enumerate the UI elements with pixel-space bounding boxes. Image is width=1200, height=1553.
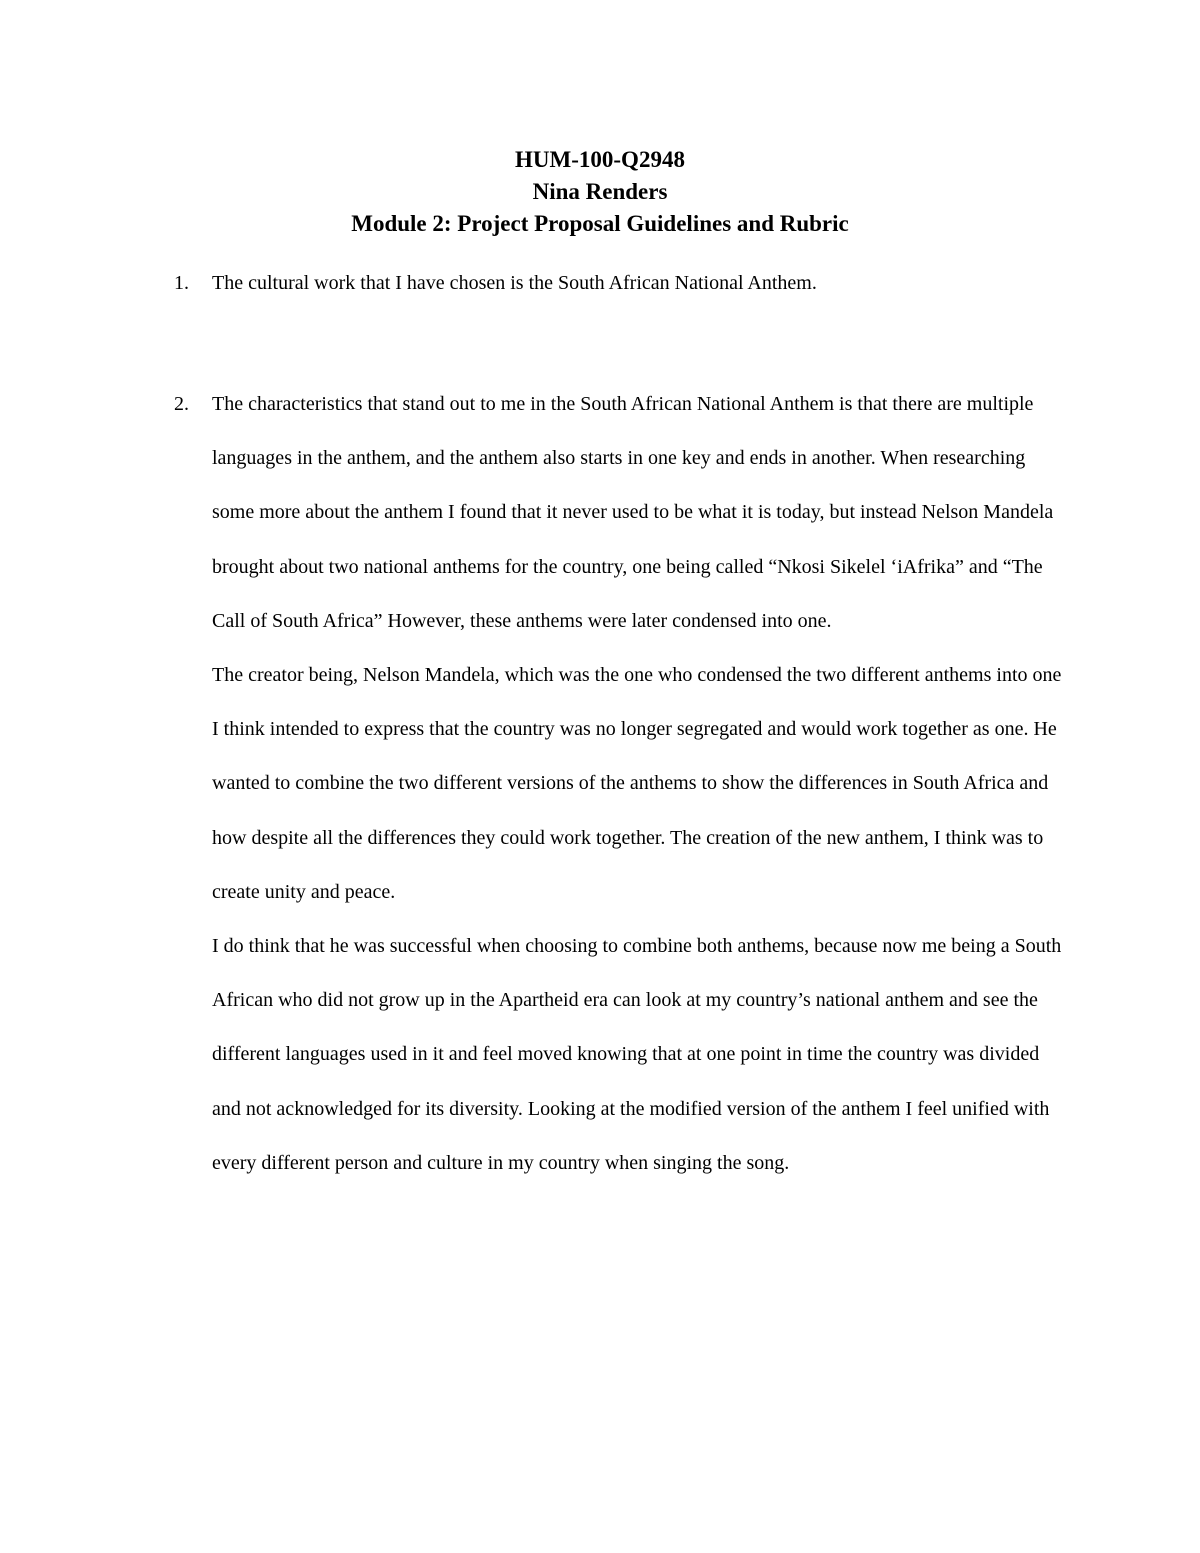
answer-paragraph: I do think that he was successful when choosing to combine both anthems, because now me being a South African who did not grow up in the Apartheid era can look at my country’s national anthem and see the different languages used in it and feel moved knowing that at one point in time the country was divided and not acknowledged for its diversity. Looking at the modified version of the anthem I feel unified with every different person and culture in my country when singing the song. <box>212 935 1062 1174</box>
list-number: 1. <box>174 272 189 294</box>
list-item-2 <box>174 377 1072 1190</box>
author-name: Nina Renders <box>532 179 668 204</box>
course-code: HUM-100-Q2948 <box>515 147 685 172</box>
answer-paragraph: The characteristics that stand out to me in the South African National Anthem is that there are multiple languages in the anthem, and the anthem also starts in one key and ends in another. When researching some more about the anthem I found that it never used to be what it is today, but instead Nelson Mandela brought about two national anthems for the country, one being called “Nkosi Sikelel ‘iAfrika” and “The Call of South Africa” However, these anthems were later condensed into one. <box>212 393 1054 632</box>
document-title: Module 2: Project Proposal Guidelines and Rubric <box>351 211 849 236</box>
answer-paragraph: The creator being, Nelson Mandela, which was the one who condensed the two different anthems into one I think intended to express that the country was no longer segregated and would work together as one. He wanted to combine the two different versions of the anthems to show the differences in South Africa and how despite all the differences they could work together. The creation of the new anthem, I think was to create unity and peace. <box>212 664 1062 903</box>
list-item-1 <box>174 268 1072 298</box>
document-header <box>0 144 1200 240</box>
list-number: 2. <box>174 393 189 415</box>
answer-paragraph: The cultural work that I have chosen is the South African National Anthem. <box>212 272 817 294</box>
